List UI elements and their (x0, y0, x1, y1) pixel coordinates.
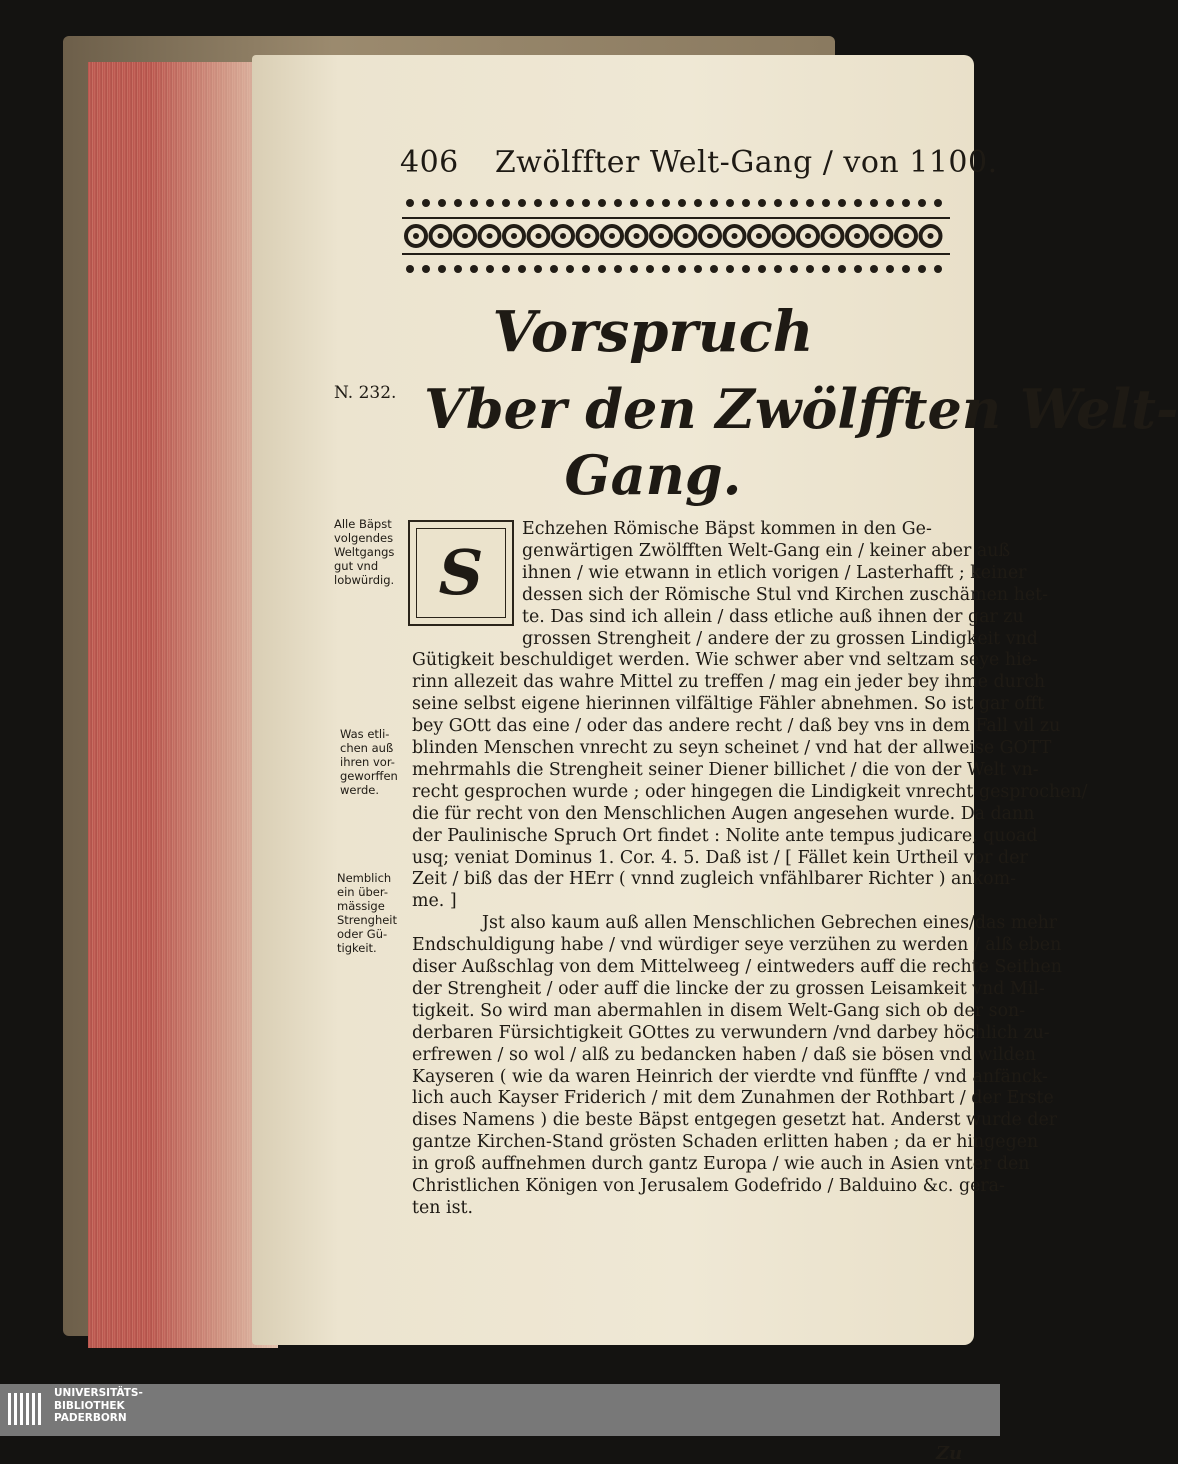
body-line: gantze Kirchen-Stand grösten Schaden erlitten haben ; da er hingegen (412, 1132, 1039, 1153)
body-line: Gütigkeit beschuldiget werden. Wie schwer aber vnd seltzam seye hie- (412, 650, 1038, 671)
body-line: me. ] (412, 891, 457, 912)
margin-note-1 (334, 517, 404, 587)
running-header (400, 145, 998, 180)
margin-note-line: mässige (337, 899, 385, 913)
body-line: in groß auffnehmen durch gantz Europa / wie auch in Asien vnter den (412, 1154, 1030, 1175)
book-page (252, 55, 1178, 1464)
body-line: usq; veniat Dominus 1. Cor. 4. 5. Daß ist / [ Fället kein Urtheil vor der (412, 847, 1028, 868)
title-line-2: Vber den Zwölfften Welt- (424, 377, 1178, 441)
margin-note-line: chen auß (340, 741, 394, 755)
body-line: grossen Strengheit / andere der zu grossen Lindigkeit vnd (522, 628, 1038, 649)
body-line: der Paulinische Spruch Ort findet : Nolite ante tempus judicare, quoad (412, 825, 1038, 846)
library-name-line: PADERBORN (54, 1412, 127, 1424)
body-line: ten ist. (412, 1197, 474, 1218)
library-name (54, 1387, 143, 1425)
reference-number: N. 232. (334, 383, 397, 403)
body-line: diser Außschlag von dem Mittelweeg / eintweders auff die rechte Seithen (412, 957, 1062, 977)
body-line: tigkeit. So wird man abermahlen in disem Welt-Gang sich ob der son- (412, 1000, 1026, 1021)
margin-note-line: Weltgangs (334, 545, 395, 559)
body-line: blinden Menschen vnrecht zu seyn scheinet / vnd hat der allweise GOTT (412, 738, 1052, 758)
margin-note-line: ihren vor- (340, 755, 395, 769)
margin-note-line: Alle Bäpst (334, 517, 392, 531)
body-line: te. Das sind ich allein / dass etliche auß ihnen der gar zu (522, 606, 1024, 627)
body-line: dises Namens ) die beste Bäpst entgegen gesetzt hat. Anderst wurde der (412, 1110, 1058, 1131)
body-line: mehrmahls die Strengheit seiner Diener billichet / die von der Welt vn- (412, 759, 1039, 780)
margin-note-3 (337, 871, 407, 955)
margin-note-line: gut vnd (334, 559, 379, 573)
decorated-initial (408, 520, 514, 626)
margin-note-line: Strengheit (337, 913, 398, 927)
body-line: der Strengheit / oder auff die lincke der zu grossen Leisamkeit vnd Mil- (412, 978, 1045, 999)
body-line: die für recht von den Menschlichen Augen angesehen wurde. Da dann (412, 803, 1035, 824)
body-line: lich auch Kayser Friderich / mit dem Zunahmen der Rothbart / der Erste (412, 1088, 1054, 1109)
body-line: recht gesprochen wurde ; oder hingegen die Lindigkeit vnrecht gesprochen/ (412, 781, 1088, 802)
body-line: Echzehen Römische Bäpst kommen in den Ge- (522, 519, 932, 539)
body-line: Zeit / biß das der HErr ( vnnd zugleich vnfählbarer Richter ) ankom- (412, 869, 1017, 890)
body-line: Christlichen Königen von Jerusalem Godefrido / Balduino &c. gera- (412, 1176, 1005, 1196)
margin-note-2 (340, 727, 410, 797)
margin-note-line: oder Gü- (337, 927, 388, 941)
margin-note-line: volgendes (334, 531, 394, 545)
title-line-1: Vorspruch (492, 299, 814, 365)
library-name-line: UNIVERSITÄTS- (54, 1387, 143, 1399)
margin-note-line: werde. (340, 783, 380, 797)
body-line: bey GOtt das eine / oder das andere recht / daß bey vns in dem Fall vil zu (412, 716, 1061, 737)
header-title: Zwölffter Welt-Gang / von 1100. (494, 145, 998, 180)
body-line: ihnen / wie etwann in etlich vorigen / Lasterhafft ; keiner (522, 562, 1027, 583)
margin-note-line: lobwürdig. (334, 573, 395, 587)
margin-note-line: Was etli- (340, 727, 390, 741)
body-line: seine selbst eigene hierinnen vilfältige Fähler abnehmen. So ist gar offt (412, 694, 1045, 715)
body-line: Endschuldigung habe / vnd würdiger seye verzühen zu werden / alß eben (412, 935, 1062, 956)
body-line: Kayseren ( wie da waren Heinrich der vierdte vnd fünffte / vnd anfänck- (412, 1066, 1048, 1087)
library-footer (0, 1384, 1000, 1436)
body-line: genwärtigen Zwölfften Welt-Gang ein / keiner aber auß (522, 540, 1011, 561)
catchword: Zu (936, 1443, 963, 1464)
library-name-line: BIBLIOTHEK (54, 1399, 125, 1412)
initial-letter: S (438, 536, 484, 609)
body-line: erfrewen / so wol / alß zu bedancken haben / daß sie bösen vnd wilden (412, 1044, 1037, 1065)
title-line-3: Gang. (564, 443, 742, 507)
body-line: derbaren Fürsichtigkeit GOttes zu verwundern /vnd darbey höchlich zu- (412, 1022, 1050, 1043)
page-number: 406 (400, 145, 459, 180)
body-line: dessen sich der Römische Stul vnd Kirchen zuschämen het- (522, 584, 1048, 605)
body-line: Jst also kaum auß allen Menschlichen Gebrechen eines/das mehr (482, 913, 1058, 934)
ornament-band (402, 191, 950, 283)
library-logo-icon (6, 1389, 46, 1429)
margin-note-line: ein über- (337, 885, 389, 899)
margin-note-line: tigkeit. (337, 941, 377, 955)
margin-note-line: geworffen (340, 769, 398, 783)
margin-note-line: Nemblich (337, 871, 392, 885)
body-line: rinn allezeit das wahre Mittel zu treffen / mag ein jeder bey ihme durch (412, 672, 1046, 693)
